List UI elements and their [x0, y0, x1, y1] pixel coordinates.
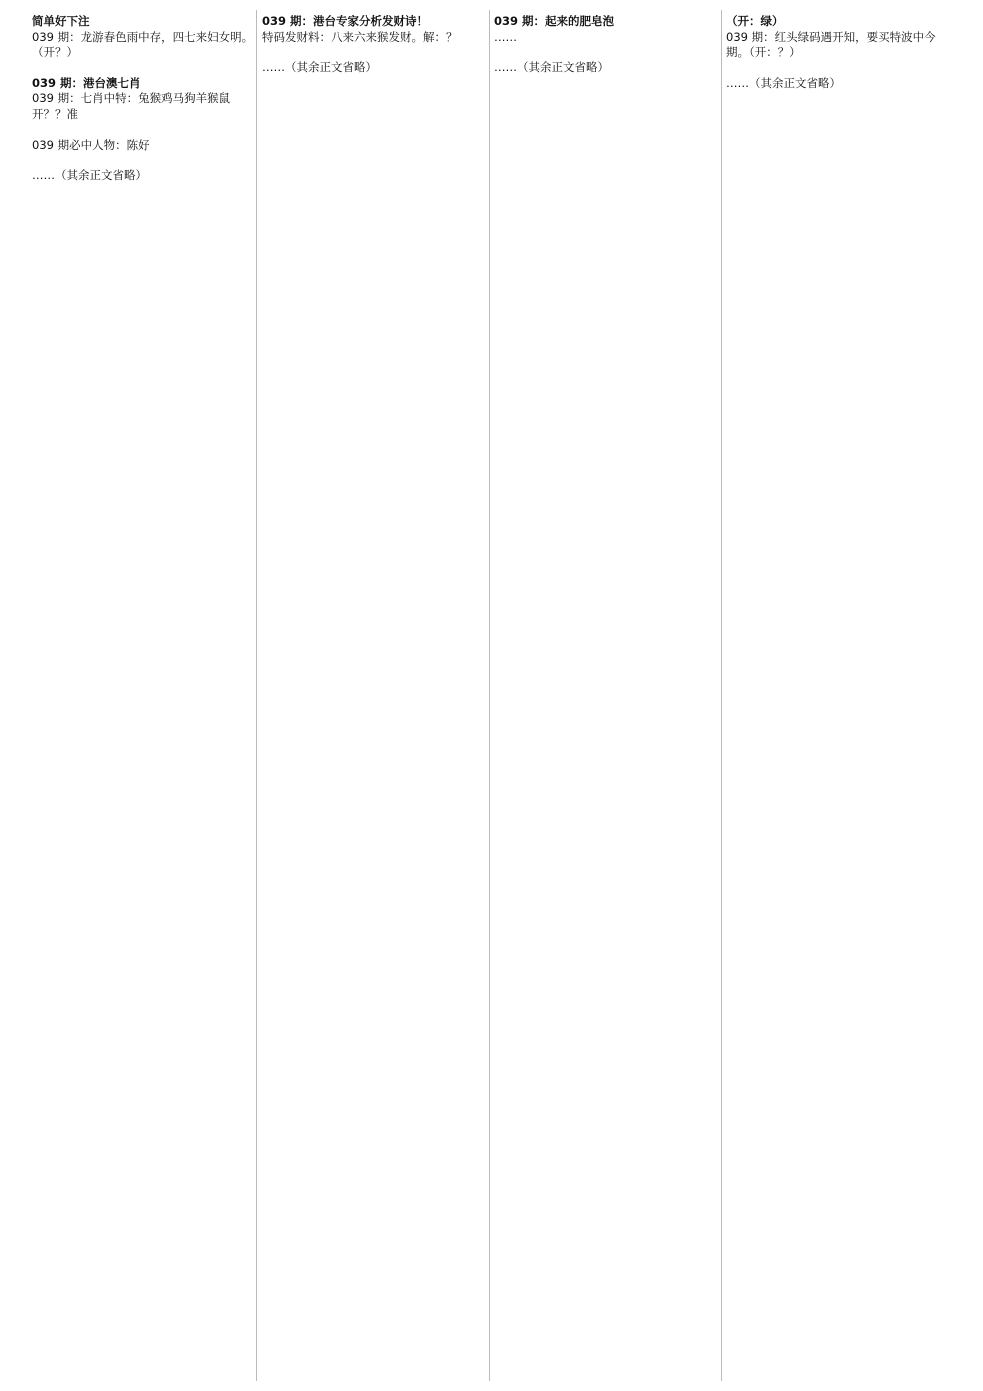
tip-line: 特码发财料：八来六来猴发财。解：？	[262, 29, 458, 44]
column-divider	[489, 10, 490, 1381]
column-divider	[721, 10, 722, 1381]
tip-heading: 简单好下注	[32, 14, 90, 28]
tip-line: ……（其余正文省略）	[494, 60, 609, 75]
tip-block	[32, 168, 254, 184]
tip-line: ……（其余正文省略）	[32, 168, 147, 183]
tip-block	[32, 138, 254, 154]
tip-block	[494, 60, 716, 76]
tip-block	[32, 14, 254, 61]
tip-heading: 039 期：起来的肥皂泡	[494, 14, 615, 28]
tip-block	[726, 76, 951, 92]
tip-block	[494, 14, 716, 45]
tip-line: ……（其余正文省略）	[726, 75, 841, 90]
tip-block	[32, 76, 254, 123]
tip-block	[262, 60, 484, 76]
tip-block	[262, 14, 484, 45]
tip-heading: （开：绿）	[726, 14, 784, 28]
column-divider	[256, 10, 257, 1381]
tip-line: ……（其余正文省略）	[262, 60, 377, 75]
tip-heading: 039 期：港台专家分析发财诗！	[262, 14, 429, 28]
tip-line: 039 期：七肖中特：兔猴鸡马狗羊猴鼠开？？准	[32, 91, 231, 121]
tip-heading: 039 期：港台澳七肖	[32, 75, 141, 90]
tip-line: 039 期：红头绿码遇开知，要买特波中今期。（开：？）	[726, 29, 936, 60]
tip-line: ……	[494, 29, 517, 44]
column-2	[262, 14, 484, 91]
tip-block	[726, 14, 951, 61]
column-3	[494, 14, 716, 91]
column-1	[32, 14, 254, 199]
tip-line: 039 期必中人物：陈好	[32, 137, 150, 152]
column-4	[726, 14, 951, 106]
tip-line: 039 期：龙游春色雨中存，四七来妇女明。（开？）	[32, 29, 254, 60]
